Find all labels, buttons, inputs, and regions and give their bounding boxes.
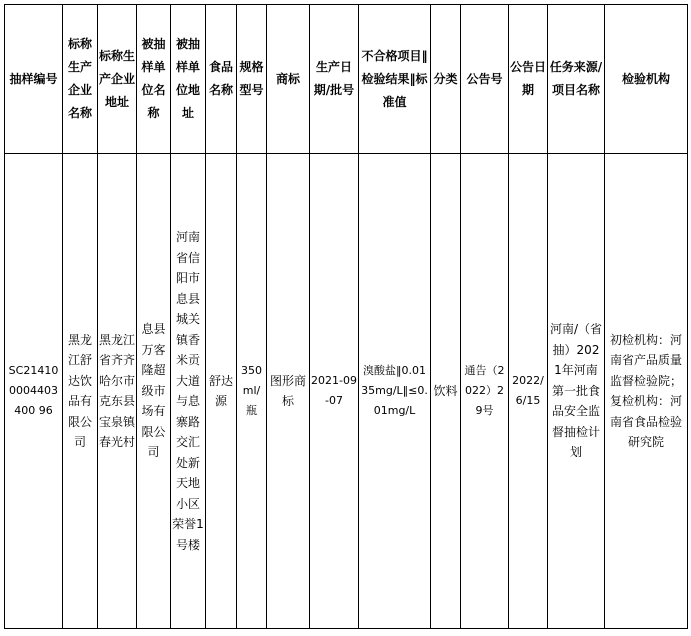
cell-spec: 350ml/瓶 [237,154,267,629]
header-producer-address: 标称生产企业地址 [98,5,137,154]
cell-sampled-unit-name: 息县万客隆超级市场有限公司 [137,154,171,629]
cell-trademark: 图形商标 [267,154,310,629]
cell-inspection-agency: 初检机构：河南省产品质量监督检验院；复检机构：河南省食品检验研究院 [605,154,688,629]
cell-notice-date: 2022/6/15 [509,154,548,629]
header-category: 分类 [431,5,461,154]
table-header-row [5,5,688,154]
header-inspection-agency: 检验机构 [605,5,688,154]
cell-notice-no: 通告（2022）29号 [461,154,509,629]
header-spec: 规格型号 [237,5,267,154]
header-notice-date: 公告日期 [509,5,548,154]
header-sample-no: 抽样编号 [5,5,63,154]
cell-failed-item: 溴酸盐‖0.0135mg/L‖≤0.01mg/L [359,154,431,629]
header-notice-no: 公告号 [461,5,509,154]
cell-sampled-unit-address: 河南省信阳市息县城关镇香米贡大道与息寨路交汇处新天地小区荣誉1号楼 [171,154,206,629]
sampling-result-table [4,4,688,629]
header-food-name: 食品名称 [206,5,237,154]
header-failed-item: 不合格项目‖检验结果‖标准值 [359,5,431,154]
header-trademark: 商标 [267,5,310,154]
cell-producer-address: 黑龙江省齐齐哈尔市克东县宝泉镇春光村 [98,154,137,629]
cell-task-source: 河南/（省抽）2021年河南第一批食品安全监督抽检计划 [548,154,605,629]
cell-category: 饮料 [431,154,461,629]
header-sampled-unit-name: 被抽样单位名称 [137,5,171,154]
cell-sample-no: SC214100004403400 96 [5,154,63,629]
cell-production-date: 2021-09-07 [310,154,359,629]
header-production-date: 生产日期/批号 [310,5,359,154]
header-task-source: 任务来源/项目名称 [548,5,605,154]
header-producer-name: 标称生产企业名称 [63,5,98,154]
table-row [5,154,688,629]
header-sampled-unit-address: 被抽样单位地址 [171,5,206,154]
cell-food-name: 舒达源 [206,154,237,629]
cell-producer-name: 黑龙江舒达饮品有限公司 [63,154,98,629]
